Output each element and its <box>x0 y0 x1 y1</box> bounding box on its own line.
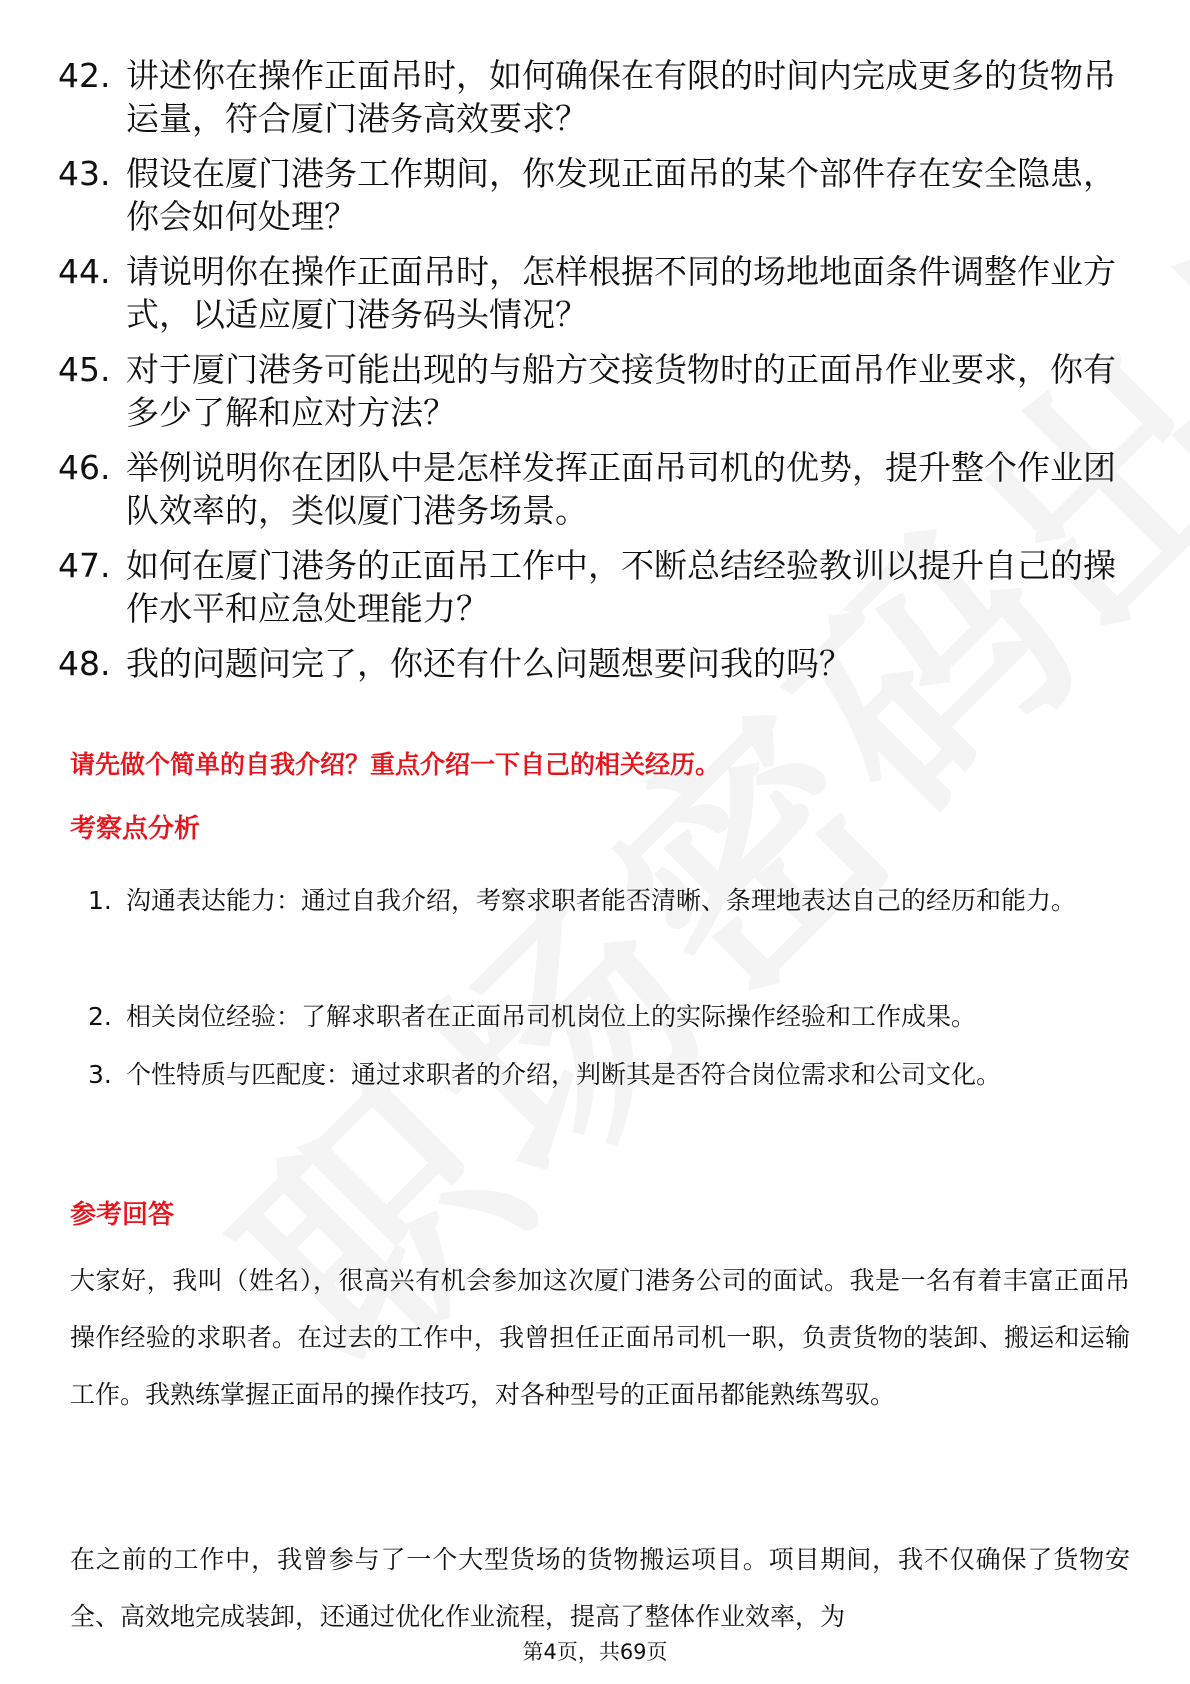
question-text: 对于厦门港务可能出现的与船方交接货物时的正面吊作业要求，你有多少了解和应对方法？ <box>126 350 1116 432</box>
question-item <box>58 250 1133 336</box>
point-text: 个性特质与匹配度：通过求职者的介绍，判断其是否符合岗位需求和公司文化。 <box>126 1060 1002 1089</box>
point-number: 1. <box>88 886 112 915</box>
question-number: 46. <box>58 448 111 487</box>
question-item <box>58 544 1133 630</box>
question-item <box>58 446 1133 532</box>
question-number: 43. <box>58 154 111 193</box>
point-text: 相关岗位经验：了解求职者在正面吊司机岗位上的实际操作经验和工作成果。 <box>126 1002 977 1031</box>
analysis-point <box>88 872 1128 930</box>
question-text: 举例说明你在团队中是怎样发挥正面吊司机的优势，提升整个作业团队效率的，类似厦门港务场景。 <box>126 448 1116 530</box>
point-text: 沟通表达能力：通过自我介绍，考察求职者能否清晰、条理地表达自己的经历和能力。 <box>126 886 1077 915</box>
question-text: 我的问题问完了，你还有什么问题想要问我的吗？ <box>126 644 852 683</box>
question-number: 45. <box>58 350 111 389</box>
answer-paragraph: 在之前的工作中，我曾参与了一个大型货场的货物搬运项目。项目期间，我不仅确保了货物安全、高效地完成装卸，还通过优化作业流程，提高了整体作业效率，为 <box>70 1545 1130 1631</box>
question-item <box>58 54 1133 140</box>
question-number: 48. <box>58 644 111 683</box>
question-item <box>58 642 1133 685</box>
point-number: 3. <box>88 1060 112 1089</box>
point-number: 2. <box>88 1002 112 1031</box>
answer-paragraph: 大家好，我叫（姓名），很高兴有机会参加这次厦门港务公司的面试。我是一名有着丰富正面吊操作经验的求职者。在过去的工作中，我曾担任正面吊司机一职，负责货物的装卸、搬运和运输工作。我熟练掌握正面吊的操作技巧，对各种型号的正面吊都能熟练驾驭。 <box>70 1266 1130 1409</box>
analysis-point <box>88 988 1128 1046</box>
section-question-heading: 请先做个简单的自我介绍？重点介绍一下自己的相关经历。 <box>70 750 721 779</box>
answer-heading: 参考回答 <box>70 1200 175 1230</box>
question-item <box>58 348 1133 434</box>
question-text: 假设在厦门港务工作期间，你发现正面吊的某个部件存在安全隐患，你会如何处理？ <box>126 154 1116 236</box>
question-number: 47. <box>58 546 111 585</box>
question-text: 请说明你在操作正面吊时，怎样根据不同的场地地面条件调整作业方式，以适应厦门港务码头情况？ <box>126 252 1116 334</box>
question-item <box>58 152 1133 238</box>
question-text: 讲述你在操作正面吊时，如何确保在有限的时间内完成更多的货物吊运量，符合厦门港务高效要求？ <box>126 56 1116 138</box>
question-text: 如何在厦门港务的正面吊工作中，不断总结经验教训以提升自己的操作水平和应急处理能力？ <box>126 546 1116 628</box>
question-number: 44. <box>58 252 111 291</box>
analysis-heading: 考察点分析 <box>70 814 201 844</box>
analysis-point <box>88 1046 1128 1104</box>
question-number: 42. <box>58 56 111 95</box>
page-number: 第4页，共69页 <box>522 1640 668 1664</box>
